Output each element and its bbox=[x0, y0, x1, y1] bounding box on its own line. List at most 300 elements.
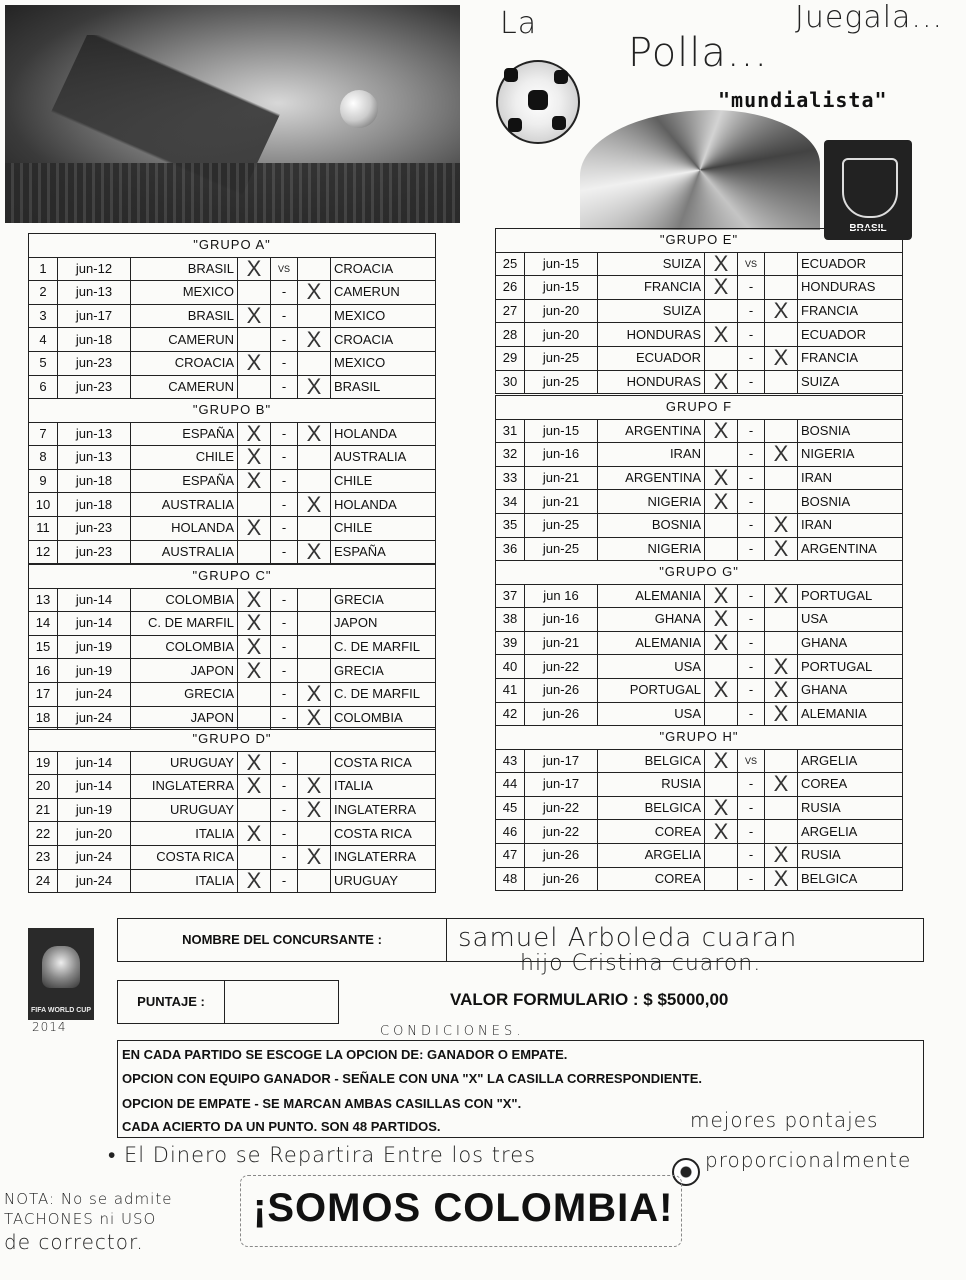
away-team: ALEMANIA bbox=[798, 702, 903, 726]
match-date: jun-25 bbox=[525, 346, 598, 370]
name-label: NOMBRE DEL CONCURSANTE : bbox=[118, 919, 447, 961]
away-win-checkbox[interactable] bbox=[298, 351, 331, 375]
group-header: "GRUPO D" bbox=[29, 728, 436, 752]
away-team: ECUADOR bbox=[798, 252, 903, 276]
draw-separator: - bbox=[271, 446, 298, 470]
away-win-checkbox[interactable] bbox=[765, 323, 798, 347]
home-win-checkbox[interactable] bbox=[705, 867, 738, 891]
away-team: COSTA RICA bbox=[331, 751, 436, 775]
match-row bbox=[496, 443, 903, 467]
away-team: AUSTRALIA bbox=[331, 446, 436, 470]
away-win-checkbox[interactable] bbox=[298, 635, 331, 659]
match-date: jun-19 bbox=[58, 659, 131, 683]
away-win-checkbox[interactable] bbox=[298, 304, 331, 328]
match-row bbox=[496, 276, 903, 300]
match-date: jun-21 bbox=[525, 631, 598, 655]
draw-separator: - bbox=[738, 631, 765, 655]
match-row bbox=[29, 822, 436, 846]
match-number: 3 bbox=[29, 304, 58, 328]
away-win-checkbox[interactable] bbox=[765, 370, 798, 394]
home-team: HOLANDA bbox=[131, 516, 238, 540]
match-row bbox=[496, 466, 903, 490]
home-team: COLOMBIA bbox=[131, 635, 238, 659]
draw-separator: - bbox=[738, 867, 765, 891]
home-win-checkbox[interactable]: X bbox=[705, 370, 738, 394]
stadium-stands bbox=[5, 163, 460, 223]
match-date: jun-15 bbox=[525, 276, 598, 300]
match-number: 4 bbox=[29, 328, 58, 352]
away-team: C. DE MARFIL bbox=[331, 635, 436, 659]
banner-photo bbox=[5, 5, 460, 223]
home-win-checkbox[interactable]: X bbox=[238, 516, 271, 540]
group-header: "GRUPO C" bbox=[29, 565, 436, 589]
draw-separator: - bbox=[738, 796, 765, 820]
match-row bbox=[29, 635, 436, 659]
away-win-checkbox[interactable]: X bbox=[765, 867, 798, 891]
match-row bbox=[496, 252, 903, 276]
home-win-checkbox[interactable]: X bbox=[705, 678, 738, 702]
draw-separator: - bbox=[738, 299, 765, 323]
home-team: CROACIA bbox=[131, 351, 238, 375]
draw-separator: - bbox=[738, 323, 765, 347]
home-team: AUSTRALIA bbox=[131, 493, 238, 517]
home-win-checkbox[interactable]: X bbox=[705, 323, 738, 347]
draw-separator: - bbox=[271, 422, 298, 446]
match-row bbox=[496, 323, 903, 347]
draw-separator: - bbox=[271, 612, 298, 636]
draw-separator: - bbox=[738, 678, 765, 702]
home-win-checkbox[interactable]: X bbox=[238, 751, 271, 775]
note-nota-3: de corrector. bbox=[4, 1230, 144, 1254]
home-team: C. DE MARFIL bbox=[131, 612, 238, 636]
match-number: 35 bbox=[496, 513, 525, 537]
away-team: HOLANDA bbox=[331, 493, 436, 517]
draw-separator: - bbox=[271, 635, 298, 659]
draw-separator: VS bbox=[271, 257, 298, 281]
home-team: SUIZA bbox=[598, 252, 705, 276]
away-win-checkbox[interactable] bbox=[298, 751, 331, 775]
draw-separator: - bbox=[271, 516, 298, 540]
draw-separator: - bbox=[738, 820, 765, 844]
home-team: USA bbox=[598, 702, 705, 726]
match-number: 47 bbox=[496, 843, 525, 867]
home-win-checkbox[interactable]: X bbox=[238, 257, 271, 281]
match-date: jun-21 bbox=[525, 466, 598, 490]
home-team: ARGENTINA bbox=[598, 466, 705, 490]
name-value-2: hijo Cristina cuaron. bbox=[520, 951, 762, 976]
match-row bbox=[29, 751, 436, 775]
away-team: RUSIA bbox=[798, 843, 903, 867]
home-win-checkbox[interactable]: X bbox=[238, 869, 271, 893]
home-team: HONDURAS bbox=[598, 370, 705, 394]
away-win-checkbox[interactable]: X bbox=[298, 540, 331, 564]
match-date: jun-22 bbox=[525, 655, 598, 679]
match-row bbox=[496, 773, 903, 797]
away-win-checkbox[interactable]: X bbox=[765, 655, 798, 679]
match-date: jun-15 bbox=[525, 419, 598, 443]
away-team: CAMERUN bbox=[331, 281, 436, 305]
home-win-checkbox[interactable]: X bbox=[705, 419, 738, 443]
away-win-checkbox[interactable] bbox=[298, 446, 331, 470]
away-team: JAPON bbox=[331, 612, 436, 636]
home-team: GRECIA bbox=[131, 682, 238, 706]
match-number: 8 bbox=[29, 446, 58, 470]
draw-separator: - bbox=[271, 869, 298, 893]
away-win-checkbox[interactable]: X bbox=[298, 706, 331, 730]
home-team: AUSTRALIA bbox=[131, 540, 238, 564]
match-date: jun-22 bbox=[525, 820, 598, 844]
match-number: 6 bbox=[29, 375, 58, 399]
match-number: 12 bbox=[29, 540, 58, 564]
match-number: 17 bbox=[29, 682, 58, 706]
match-number: 40 bbox=[496, 655, 525, 679]
away-win-checkbox[interactable]: X bbox=[298, 798, 331, 822]
draw-separator: - bbox=[271, 588, 298, 612]
home-team: ESPAÑA bbox=[131, 422, 238, 446]
away-win-checkbox[interactable]: X bbox=[298, 682, 331, 706]
draw-separator: - bbox=[738, 655, 765, 679]
home-win-checkbox[interactable]: X bbox=[705, 749, 738, 773]
away-team: ESPAÑA bbox=[331, 540, 436, 564]
away-win-checkbox[interactable]: X bbox=[298, 493, 331, 517]
away-win-checkbox[interactable] bbox=[765, 608, 798, 632]
away-win-checkbox[interactable]: X bbox=[765, 537, 798, 561]
away-win-checkbox[interactable] bbox=[765, 490, 798, 514]
away-win-checkbox[interactable] bbox=[765, 749, 798, 773]
away-team: HONDURAS bbox=[798, 276, 903, 300]
draw-separator: - bbox=[271, 351, 298, 375]
home-win-checkbox[interactable] bbox=[705, 346, 738, 370]
match-row bbox=[29, 304, 436, 328]
away-win-checkbox[interactable]: X bbox=[298, 845, 331, 869]
home-win-checkbox[interactable]: X bbox=[705, 466, 738, 490]
match-number: 1 bbox=[29, 257, 58, 281]
match-date: jun-26 bbox=[525, 843, 598, 867]
match-number: 34 bbox=[496, 490, 525, 514]
away-team: USA bbox=[798, 608, 903, 632]
away-win-checkbox[interactable] bbox=[298, 659, 331, 683]
match-date: jun-12 bbox=[58, 257, 131, 281]
draw-separator: - bbox=[271, 328, 298, 352]
home-win-checkbox[interactable]: X bbox=[238, 446, 271, 470]
crest-label: BRASIL bbox=[849, 223, 887, 234]
group-header: "GRUPO E" bbox=[496, 229, 903, 253]
draw-separator: - bbox=[738, 537, 765, 561]
away-team: BELGICA bbox=[798, 867, 903, 891]
away-win-checkbox[interactable] bbox=[765, 820, 798, 844]
away-team: CROACIA bbox=[331, 328, 436, 352]
group-table bbox=[495, 560, 903, 726]
draw-separator: - bbox=[738, 773, 765, 797]
draw-separator: - bbox=[738, 513, 765, 537]
home-win-checkbox[interactable] bbox=[705, 843, 738, 867]
match-number: 9 bbox=[29, 469, 58, 493]
match-row bbox=[496, 631, 903, 655]
home-team: BOSNIA bbox=[598, 513, 705, 537]
match-date: jun-23 bbox=[58, 516, 131, 540]
home-win-checkbox[interactable]: X bbox=[238, 775, 271, 799]
away-team: HOLANDA bbox=[331, 422, 436, 446]
draw-separator: - bbox=[271, 304, 298, 328]
home-win-checkbox[interactable]: X bbox=[705, 252, 738, 276]
title-mundialista: "mundialista" bbox=[718, 88, 888, 112]
away-win-checkbox[interactable]: X bbox=[765, 773, 798, 797]
home-win-checkbox[interactable]: X bbox=[705, 490, 738, 514]
home-team: COREA bbox=[598, 867, 705, 891]
home-team: ITALIA bbox=[131, 822, 238, 846]
draw-separator: - bbox=[738, 346, 765, 370]
match-date: jun-17 bbox=[525, 749, 598, 773]
away-team: GRECIA bbox=[331, 588, 436, 612]
match-row bbox=[496, 867, 903, 891]
match-date: jun-18 bbox=[58, 469, 131, 493]
away-team: NIGERIA bbox=[798, 443, 903, 467]
home-win-checkbox[interactable]: X bbox=[705, 276, 738, 300]
home-win-checkbox[interactable]: X bbox=[238, 612, 271, 636]
group-table bbox=[28, 233, 436, 399]
match-row bbox=[29, 682, 436, 706]
away-team: PORTUGAL bbox=[798, 655, 903, 679]
away-team: BRASIL bbox=[331, 375, 436, 399]
fifa-label: FIFA WORLD CUP bbox=[30, 1007, 91, 1014]
away-team: IRAN bbox=[798, 466, 903, 490]
condition-line: CADA ACIERTO DA UN PUNTO. SON 48 PARTIDOS. bbox=[122, 1119, 441, 1134]
match-row bbox=[496, 820, 903, 844]
match-row bbox=[29, 351, 436, 375]
draw-separator: - bbox=[271, 469, 298, 493]
home-team: ARGENTINA bbox=[598, 419, 705, 443]
draw-separator: - bbox=[738, 608, 765, 632]
home-team: NIGERIA bbox=[598, 537, 705, 561]
draw-separator: - bbox=[738, 584, 765, 608]
home-team: BELGICA bbox=[598, 796, 705, 820]
world-cup-swirl-graphic bbox=[580, 110, 820, 230]
home-win-checkbox[interactable] bbox=[705, 537, 738, 561]
match-number: 25 bbox=[496, 252, 525, 276]
match-date: jun-25 bbox=[525, 370, 598, 394]
home-win-checkbox[interactable]: X bbox=[238, 588, 271, 612]
away-win-checkbox[interactable] bbox=[765, 631, 798, 655]
away-win-checkbox[interactable]: X bbox=[765, 299, 798, 323]
away-win-checkbox[interactable]: X bbox=[765, 584, 798, 608]
match-date: jun-13 bbox=[58, 446, 131, 470]
draw-separator: - bbox=[271, 775, 298, 799]
away-team: FRANCIA bbox=[798, 346, 903, 370]
title-juegala: Juegala... bbox=[795, 0, 944, 35]
draw-separator: - bbox=[271, 375, 298, 399]
home-win-checkbox[interactable] bbox=[238, 845, 271, 869]
draw-separator: VS bbox=[738, 749, 765, 773]
match-date: jun-20 bbox=[525, 299, 598, 323]
home-team: COREA bbox=[598, 820, 705, 844]
home-win-checkbox[interactable] bbox=[705, 702, 738, 726]
home-win-checkbox[interactable] bbox=[238, 798, 271, 822]
away-win-checkbox[interactable] bbox=[765, 252, 798, 276]
match-row bbox=[29, 845, 436, 869]
home-team: URUGUAY bbox=[131, 751, 238, 775]
away-win-checkbox[interactable]: X bbox=[765, 346, 798, 370]
match-row bbox=[29, 588, 436, 612]
home-win-checkbox[interactable] bbox=[238, 328, 271, 352]
match-row bbox=[496, 749, 903, 773]
draw-separator: - bbox=[271, 659, 298, 683]
home-win-checkbox[interactable] bbox=[238, 540, 271, 564]
away-win-checkbox[interactable]: X bbox=[765, 678, 798, 702]
away-win-checkbox[interactable] bbox=[298, 516, 331, 540]
match-number: 43 bbox=[496, 749, 525, 773]
home-win-checkbox[interactable] bbox=[705, 443, 738, 467]
match-date: jun-16 bbox=[525, 608, 598, 632]
home-win-checkbox[interactable]: X bbox=[705, 584, 738, 608]
match-number: 26 bbox=[496, 276, 525, 300]
match-date: jun-14 bbox=[58, 588, 131, 612]
match-row bbox=[496, 843, 903, 867]
draw-separator: - bbox=[271, 822, 298, 846]
match-date: jun-22 bbox=[525, 796, 598, 820]
home-win-checkbox[interactable]: X bbox=[705, 608, 738, 632]
match-number: 37 bbox=[496, 584, 525, 608]
away-win-checkbox[interactable] bbox=[298, 257, 331, 281]
home-team: ARGELIA bbox=[598, 843, 705, 867]
away-win-checkbox[interactable] bbox=[765, 419, 798, 443]
away-win-checkbox[interactable] bbox=[298, 822, 331, 846]
away-team: CHILE bbox=[331, 469, 436, 493]
match-date: jun-25 bbox=[525, 537, 598, 561]
note-nota-1: NOTA: No se admite bbox=[4, 1190, 173, 1208]
match-number: 31 bbox=[496, 419, 525, 443]
name-value[interactable]: samuel Arboleda cuaran bbox=[458, 923, 798, 953]
home-win-checkbox[interactable]: X bbox=[705, 820, 738, 844]
match-row bbox=[496, 584, 903, 608]
home-team: HONDURAS bbox=[598, 323, 705, 347]
match-row bbox=[496, 608, 903, 632]
match-number: 41 bbox=[496, 678, 525, 702]
away-team: GRECIA bbox=[331, 659, 436, 683]
match-row bbox=[496, 678, 903, 702]
away-win-checkbox[interactable] bbox=[298, 469, 331, 493]
home-win-checkbox[interactable]: X bbox=[238, 822, 271, 846]
home-win-checkbox[interactable]: X bbox=[238, 659, 271, 683]
shield-icon bbox=[842, 158, 898, 218]
puntaje-field[interactable] bbox=[225, 981, 338, 1023]
away-team: GHANA bbox=[798, 631, 903, 655]
home-win-checkbox[interactable] bbox=[238, 281, 271, 305]
draw-separator: - bbox=[271, 845, 298, 869]
home-win-checkbox[interactable]: X bbox=[238, 351, 271, 375]
home-win-checkbox[interactable]: X bbox=[705, 796, 738, 820]
draw-separator: - bbox=[271, 281, 298, 305]
match-date: jun-15 bbox=[525, 252, 598, 276]
home-win-checkbox[interactable] bbox=[238, 375, 271, 399]
away-team: BOSNIA bbox=[798, 419, 903, 443]
home-team: ALEMANIA bbox=[598, 631, 705, 655]
match-date: jun-24 bbox=[58, 682, 131, 706]
conditions-title: CONDICIONES. bbox=[380, 1024, 525, 1039]
match-date: jun-24 bbox=[58, 706, 131, 730]
away-win-checkbox[interactable]: X bbox=[765, 513, 798, 537]
away-win-checkbox[interactable]: X bbox=[765, 843, 798, 867]
match-row bbox=[496, 346, 903, 370]
match-row bbox=[29, 446, 436, 470]
match-date: jun-18 bbox=[58, 328, 131, 352]
match-number: 32 bbox=[496, 443, 525, 467]
draw-separator: - bbox=[738, 843, 765, 867]
draw-separator: - bbox=[271, 751, 298, 775]
match-number: 29 bbox=[496, 346, 525, 370]
home-team: BELGICA bbox=[598, 749, 705, 773]
match-date: jun-14 bbox=[58, 751, 131, 775]
home-win-checkbox[interactable] bbox=[238, 493, 271, 517]
home-team: COLOMBIA bbox=[131, 588, 238, 612]
match-date: jun-19 bbox=[58, 798, 131, 822]
away-team: FRANCIA bbox=[798, 299, 903, 323]
match-number: 21 bbox=[29, 798, 58, 822]
home-win-checkbox[interactable]: X bbox=[238, 469, 271, 493]
away-win-checkbox[interactable] bbox=[765, 276, 798, 300]
match-number: 44 bbox=[496, 773, 525, 797]
away-win-checkbox[interactable]: X bbox=[298, 775, 331, 799]
match-row bbox=[29, 869, 436, 893]
home-win-checkbox[interactable]: X bbox=[705, 631, 738, 655]
condition-line: OPCION CON EQUIPO GANADOR - SEÑALE CON UNA "X" LA CASILLA CORRESPONDIENTE. bbox=[122, 1071, 703, 1086]
ball-icon bbox=[340, 90, 378, 128]
away-win-checkbox[interactable] bbox=[765, 796, 798, 820]
group-table bbox=[28, 398, 436, 564]
match-row bbox=[496, 796, 903, 820]
home-win-checkbox[interactable] bbox=[238, 682, 271, 706]
away-win-checkbox[interactable]: X bbox=[298, 328, 331, 352]
home-win-checkbox[interactable]: X bbox=[238, 422, 271, 446]
home-team: CAMERUN bbox=[131, 328, 238, 352]
away-win-checkbox[interactable]: X bbox=[298, 375, 331, 399]
draw-separator: - bbox=[738, 490, 765, 514]
match-row bbox=[29, 612, 436, 636]
home-win-checkbox[interactable] bbox=[705, 773, 738, 797]
match-date: jun-24 bbox=[58, 845, 131, 869]
match-number: 18 bbox=[29, 706, 58, 730]
match-row bbox=[29, 328, 436, 352]
draw-separator: - bbox=[738, 466, 765, 490]
match-date: jun-14 bbox=[58, 612, 131, 636]
away-win-checkbox[interactable]: X bbox=[298, 281, 331, 305]
away-win-checkbox[interactable]: X bbox=[298, 422, 331, 446]
away-win-checkbox[interactable] bbox=[298, 869, 331, 893]
match-number: 14 bbox=[29, 612, 58, 636]
match-date: jun-20 bbox=[58, 822, 131, 846]
away-win-checkbox[interactable]: X bbox=[765, 702, 798, 726]
match-row bbox=[496, 537, 903, 561]
away-win-checkbox[interactable] bbox=[298, 588, 331, 612]
home-win-checkbox[interactable] bbox=[705, 513, 738, 537]
home-win-checkbox[interactable] bbox=[705, 655, 738, 679]
away-win-checkbox[interactable] bbox=[765, 466, 798, 490]
away-team: COLOMBIA bbox=[331, 706, 436, 730]
home-team: ALEMANIA bbox=[598, 584, 705, 608]
match-row bbox=[496, 655, 903, 679]
draw-separator: - bbox=[738, 370, 765, 394]
away-win-checkbox[interactable] bbox=[298, 612, 331, 636]
home-win-checkbox[interactable] bbox=[705, 299, 738, 323]
home-win-checkbox[interactable]: X bbox=[238, 304, 271, 328]
valor-formulario: VALOR FORMULARIO : $ $5000,00 bbox=[450, 990, 729, 1009]
away-win-checkbox[interactable]: X bbox=[765, 443, 798, 467]
match-number: 22 bbox=[29, 822, 58, 846]
home-win-checkbox[interactable]: X bbox=[238, 635, 271, 659]
draw-separator: - bbox=[271, 682, 298, 706]
draw-separator: - bbox=[271, 706, 298, 730]
match-number: 10 bbox=[29, 493, 58, 517]
match-row bbox=[29, 659, 436, 683]
